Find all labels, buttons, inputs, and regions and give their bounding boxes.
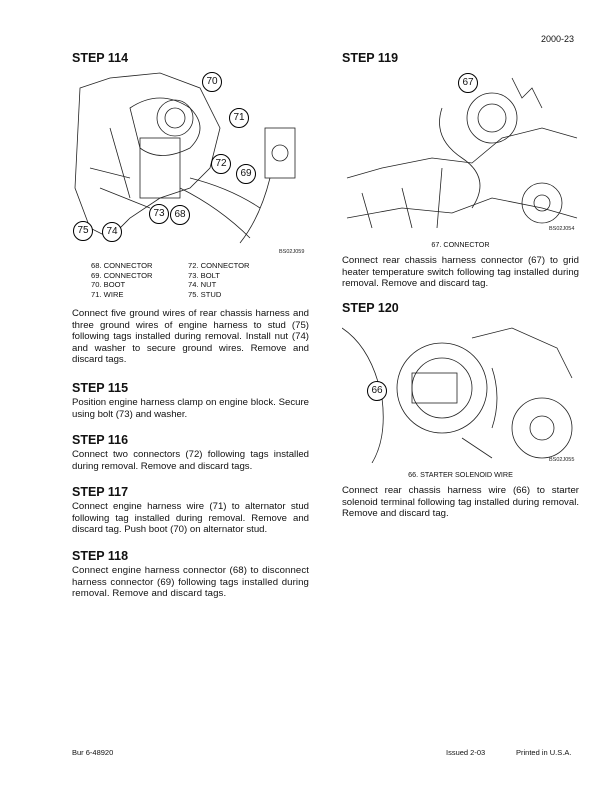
- callout-71: 71: [229, 108, 249, 128]
- callout-68: 68: [170, 205, 190, 225]
- step-119-illustration: [342, 68, 582, 233]
- step-115-text: Position engine harness clamp on engine block. Secure using bolt (73) and washer.: [72, 397, 309, 420]
- callout-75: 75: [73, 221, 93, 241]
- legend-item: 71. WIRE: [91, 289, 124, 299]
- legend-item: 72. CONNECTOR: [188, 261, 250, 270]
- step-115-heading: STEP 115: [72, 381, 129, 395]
- footer-doc-number: Bur 6-48920: [72, 748, 114, 757]
- step-117-heading: STEP 117: [72, 485, 129, 499]
- legend-col-2: [188, 261, 288, 299]
- footer-issued: Issued 2-03: [446, 748, 486, 757]
- legend-item: 70. BOOT: [91, 280, 126, 290]
- legend-item: 75. STUD: [188, 289, 222, 299]
- legend-item: 69. CONNECTOR: [91, 270, 153, 280]
- step-120-text: Connect rear chassis harness wire (66) to starter solenoid terminal following tag installed during removal. Remove and discard tag.: [342, 485, 579, 520]
- figure-id: BS02J054: [549, 226, 575, 232]
- legend-item: 73. BOLT: [188, 270, 220, 280]
- step-118-heading: STEP 118: [72, 549, 129, 563]
- legend-col-1: [91, 261, 191, 299]
- step-119-caption: 67. CONNECTOR: [431, 240, 490, 249]
- legend-item: 68. CONNECTOR: [91, 261, 153, 270]
- step-120-caption: 66. STARTER SOLENOID WIRE: [408, 470, 513, 479]
- step-116-text: Connect two connectors (72) following tags installed during removal. Remove and discard tags.: [72, 449, 309, 472]
- footer-printed: Printed in U.S.A.: [516, 748, 572, 757]
- figure-id: BS02J059: [279, 249, 305, 255]
- callout-69: 69: [236, 164, 256, 184]
- callout-74: 74: [102, 222, 122, 242]
- step-119-heading: STEP 119: [342, 51, 399, 65]
- callout-73: 73: [149, 204, 169, 224]
- step-120-heading: STEP 120: [342, 301, 399, 315]
- step-118-text: Connect engine harness connector (68) to disconnect harness connector (69) following tags installed during removal. Remove and discard tags.: [72, 565, 309, 600]
- figure-id: BS02J055: [549, 457, 575, 463]
- step-116-heading: STEP 116: [72, 433, 129, 447]
- callout-66: 66: [367, 381, 387, 401]
- callout-70: 70: [202, 72, 222, 92]
- step-117-text: Connect engine harness wire (71) to alternator stud following tag installed during removal. Remove and discard tag. Push boot (70) on alternator stud.: [72, 501, 309, 536]
- step-119-text: Connect rear chassis harness connector (67) to grid heater temperature switch following tag installed during removal. Remove and discard tag.: [342, 255, 579, 290]
- callout-72: 72: [211, 154, 231, 174]
- callout-67: 67: [458, 73, 478, 93]
- step-114-text: Connect five ground wires of rear chassis harness and three ground wires of engine harness to stud (75) following tags installed during removal. Install nut (74) and washer to secure ground wires. Remove and discard tags.: [72, 308, 309, 366]
- legend-item: 74. NUT: [188, 280, 217, 290]
- step-114-heading: STEP 114: [72, 51, 129, 65]
- page-number: 2000-23: [540, 34, 574, 44]
